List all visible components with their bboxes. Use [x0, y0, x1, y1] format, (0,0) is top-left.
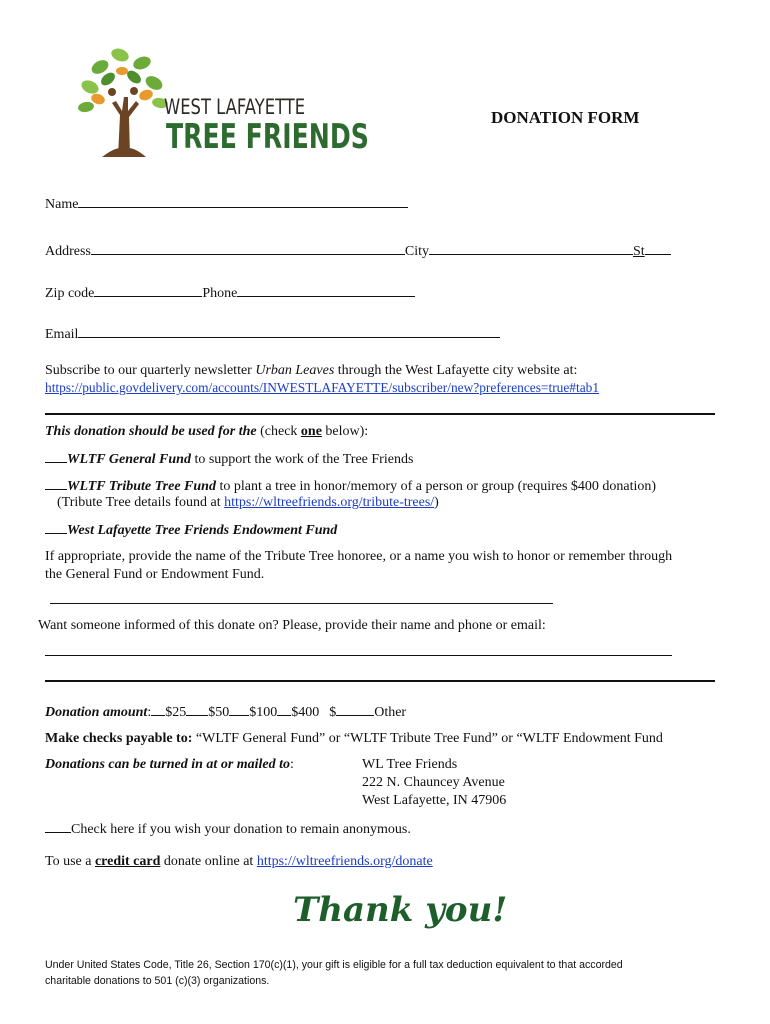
checks-text: “WLTF General Fund” or “WLTF Tribute Tree Fund” or “WLTF Endowment Fund: [192, 731, 663, 746]
zip-label: Zip code: [45, 286, 95, 301]
thank-you: Thank you!: [293, 890, 508, 930]
amount-400-check[interactable]: [277, 703, 291, 716]
honoree-line1: If appropriate, provide the name of the Tribute Tree honoree, or a name you wish to honor or remember through: [45, 549, 673, 564]
checks-row: [45, 730, 663, 747]
logo: [72, 45, 369, 160]
newsletter-link[interactable]: https://public.govdelivery.com/accounts/INWESTLAFAYETTE/subscriber/new?preferences=true#tab1: [45, 380, 600, 395]
amount-25-label: $25: [165, 705, 187, 720]
form-title: DONATION FORM: [491, 108, 640, 127]
email-row: [45, 325, 500, 343]
state-label: St: [633, 244, 645, 259]
anonymous-text: Check here if you wish your donation to remain anonymous.: [71, 822, 411, 837]
tribute-details: [57, 494, 439, 511]
newsletter-text-a: Subscribe to our quarterly newsletter: [45, 363, 256, 378]
zip-phone-row: [45, 284, 415, 302]
tax-note-2: charitable donations to 501 (c)(3) organizations.: [45, 975, 270, 987]
tribute-fund-name: WLTF Tribute Tree Fund: [67, 479, 216, 494]
tribute-fund-option: [45, 477, 656, 495]
anonymous-row: [45, 820, 411, 838]
tribute-fund-text: to plant a tree in honor/memory of a person or group (requires $400 donation): [215, 479, 657, 494]
tribute-details-a: (Tribute Tree details found at: [57, 495, 225, 510]
amount-other-dollar: $: [329, 705, 337, 720]
credit-card-bold: credit card: [94, 854, 161, 869]
designation-intro-a: (check: [256, 424, 301, 439]
newsletter-publication: Urban Leaves: [255, 363, 335, 378]
inform-prompt: Want someone informed of this donate on? Please, provide their name and phone or email:: [38, 618, 546, 633]
phone-label: Phone: [202, 286, 238, 301]
donation-amount-colon: :: [147, 705, 152, 720]
designation-intro-bold: This donation should be used for the: [45, 424, 257, 439]
amount-other-label: Other: [374, 705, 407, 720]
honoree-line2: the General Fund or Endowment Fund.: [45, 567, 265, 582]
tree-logo-icon: [72, 45, 172, 160]
divider-1: [45, 413, 715, 415]
endowment-fund-name: West Lafayette Tree Friends Endowment Fund: [67, 523, 338, 538]
amount-100-label: $100: [249, 705, 278, 720]
credit-text-a: To use a: [45, 854, 95, 869]
endowment-fund-check[interactable]: [45, 521, 67, 534]
amount-50-check[interactable]: [186, 703, 208, 716]
amount-100-check[interactable]: [229, 703, 249, 716]
anonymous-check[interactable]: [45, 820, 71, 833]
city-label: City: [404, 244, 430, 259]
zip-input[interactable]: [94, 284, 202, 297]
amount-50-label: $50: [208, 705, 230, 720]
city-input[interactable]: [429, 242, 633, 255]
mailing-address-3: West Lafayette, IN 47906: [362, 793, 507, 808]
newsletter-text-b: through the West Lafayette city website at:: [334, 363, 578, 378]
newsletter-text: [45, 362, 577, 379]
name-label: Name: [45, 197, 79, 212]
inform-input[interactable]: [45, 655, 672, 656]
logo-line2: TREE FRIENDS: [166, 117, 369, 157]
divider-2: [45, 680, 715, 682]
designation-intro-one: one: [300, 424, 322, 439]
general-fund-check[interactable]: [45, 450, 67, 463]
logo-line1: WEST LAFAYETTE: [164, 95, 306, 119]
general-fund-option: [45, 450, 413, 468]
name-input[interactable]: [78, 195, 408, 208]
credit-text-b: donate online at: [160, 854, 257, 869]
designation-intro: [45, 423, 368, 440]
general-fund-name: WLTF General Fund: [67, 452, 191, 467]
general-fund-text: to support the work of the Tree Friends: [190, 452, 414, 467]
checks-label: Make checks payable to:: [45, 731, 193, 746]
address-input[interactable]: [91, 242, 405, 255]
tax-note-1: Under United States Code, Title 26, Section 170(c)(1), your gift is eligible for a full tax deduction equivalent to that accorded: [45, 959, 623, 971]
mailing-label: Donations can be turned in at or mailed to: [45, 757, 291, 772]
tribute-link[interactable]: https://wltreefriends.org/tribute-trees/: [224, 495, 435, 510]
amount-400-label: $400: [291, 705, 320, 720]
state-input[interactable]: [645, 242, 671, 255]
phone-input[interactable]: [237, 284, 415, 297]
tribute-fund-check[interactable]: [45, 477, 67, 490]
endowment-fund-option: [45, 521, 337, 539]
donation-amount-label: Donation amount: [45, 705, 148, 720]
mailing-address-2: 222 N. Chauncey Avenue: [362, 775, 505, 790]
credit-card-row: [45, 853, 433, 870]
address-row: [45, 242, 671, 260]
mailing-address-1: WL Tree Friends: [362, 757, 458, 772]
designation-intro-b: below):: [321, 424, 369, 439]
email-input[interactable]: [78, 325, 500, 338]
amount-25-check[interactable]: [151, 703, 165, 716]
amount-other-input[interactable]: [336, 703, 374, 716]
name-row: [45, 195, 408, 213]
mailing-label-row: [45, 756, 294, 773]
donate-link[interactable]: https://wltreefriends.org/donate: [256, 854, 433, 869]
donation-amount-row: [45, 703, 406, 721]
mailing-colon: :: [290, 757, 294, 772]
email-label: Email: [45, 327, 79, 342]
honoree-input[interactable]: [50, 603, 553, 604]
address-label: Address: [45, 244, 91, 259]
tribute-details-b: ): [434, 495, 439, 510]
